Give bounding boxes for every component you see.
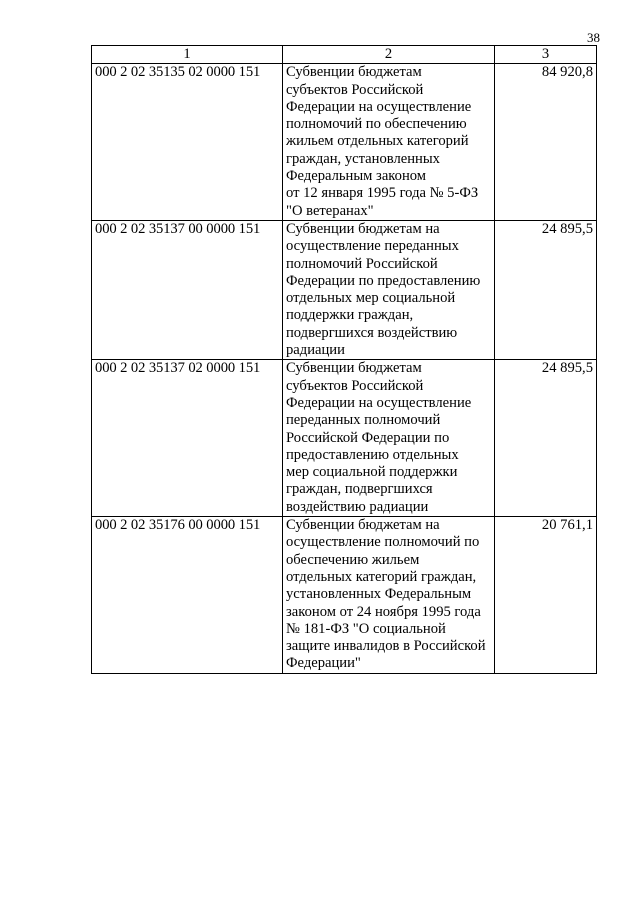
description-line: Федерации по предоставлению	[286, 272, 481, 289]
description-line: Субвенции бюджетам на	[286, 220, 440, 237]
budget-code: 000 2 02 35135 02 0000 151	[92, 64, 283, 221]
amount: 84 920,8	[495, 64, 597, 221]
description-line: полномочий Российской	[286, 255, 438, 272]
description-line: установленных Федеральным	[286, 586, 472, 603]
description-line: субъектов Российской	[286, 377, 424, 394]
description-line: Субвенции бюджетам	[286, 64, 422, 81]
description-line: граждан, установленных	[286, 150, 440, 167]
amount: 20 761,1	[495, 517, 597, 674]
description-line: Субвенции бюджетам на	[286, 517, 440, 534]
description-line: поддержки граждан,	[286, 307, 414, 324]
budget-code: 000 2 02 35137 02 0000 151	[92, 360, 283, 517]
description-line: радиации	[286, 342, 345, 359]
amount: 24 895,5	[495, 360, 597, 517]
column-header-code: 1	[92, 46, 283, 64]
budget-code: 000 2 02 35137 00 0000 151	[92, 220, 283, 359]
table-row	[92, 64, 597, 221]
description-line: субъектов Российской	[286, 81, 424, 98]
description	[283, 64, 495, 221]
description-line: № 181-ФЗ "О социальной	[286, 620, 446, 637]
table-row	[92, 517, 597, 674]
description-line: жильем отдельных категорий	[286, 133, 469, 150]
page-number: 38	[587, 30, 600, 45]
table-row	[92, 360, 597, 517]
description	[283, 360, 495, 517]
description-line: Субвенции бюджетам	[286, 360, 422, 377]
description	[283, 220, 495, 359]
description-line: Федерации"	[286, 655, 361, 672]
description-line: полномочий по обеспечению	[286, 116, 467, 133]
description-line: предоставлению отдельных	[286, 446, 459, 463]
description	[283, 517, 495, 674]
description-line: мер социальной поддержки	[286, 464, 458, 481]
description-line: переданных полномочий	[286, 412, 441, 429]
amount: 24 895,5	[495, 220, 597, 359]
description-line: осуществление переданных	[286, 238, 459, 255]
description-line: от 12 января 1995 года № 5-ФЗ	[286, 185, 479, 202]
description-line: воздействию радиации	[286, 498, 429, 515]
description-line: Российской Федерации по	[286, 429, 450, 446]
description-line: Федеральным законом	[286, 168, 427, 185]
description-line: законом от 24 ноября 1995 года	[286, 603, 481, 620]
budget-table	[91, 45, 597, 674]
table-header-row	[92, 46, 597, 64]
description-line: защите инвалидов в Российской	[286, 638, 486, 655]
description-line: отдельных мер социальной	[286, 290, 456, 307]
column-header-amount: 3	[495, 46, 597, 64]
description-line: осуществление полномочий по	[286, 534, 480, 551]
budget-code: 000 2 02 35176 00 0000 151	[92, 517, 283, 674]
description-line: "О ветеранах"	[286, 202, 374, 219]
description-line: подвергшихся воздействию	[286, 324, 458, 341]
description-line: Федерации на осуществление	[286, 394, 472, 411]
description-line: обеспечению жильем	[286, 551, 420, 568]
description-line: граждан, подвергшихся	[286, 481, 433, 498]
table-row	[92, 220, 597, 359]
column-header-description: 2	[283, 46, 495, 64]
description-line: отдельных категорий граждан,	[286, 568, 477, 585]
description-line: Федерации на осуществление	[286, 98, 472, 115]
